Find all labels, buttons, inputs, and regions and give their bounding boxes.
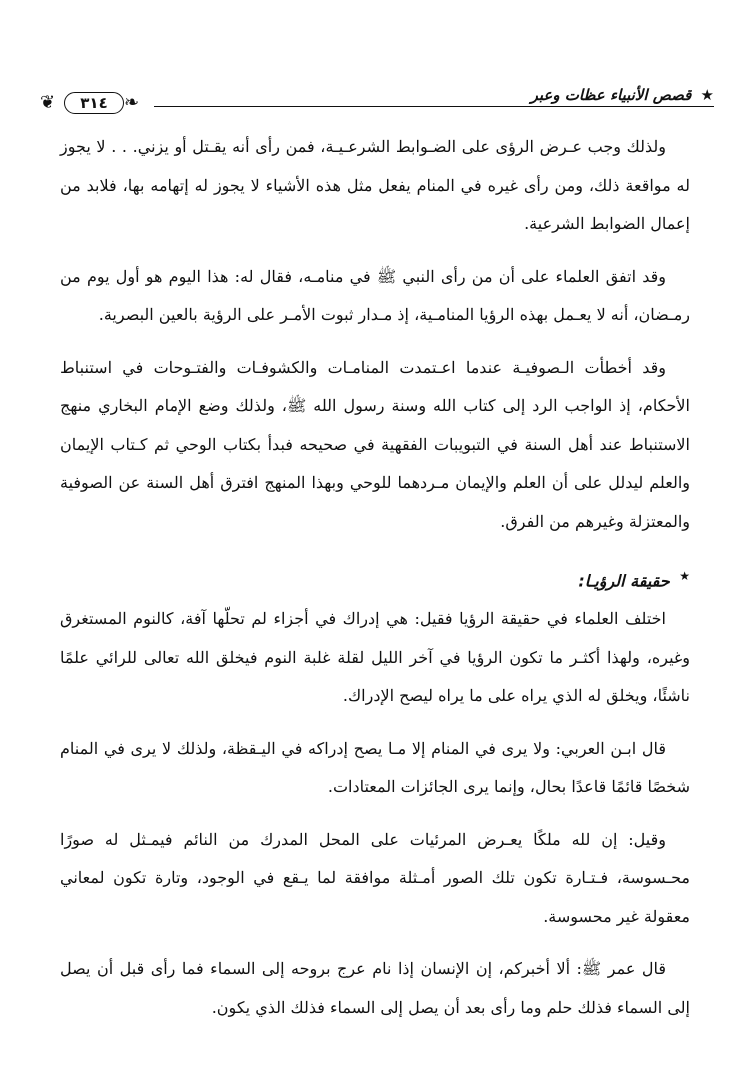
book-title: قصص الأنبياء عظات وعبر	[530, 86, 692, 104]
paragraph: ولذلك وجب عـرض الرؤى على الضـوابط الشرعـيـة، فمن رأى أنه يقـتل أو يزني. . . لا يجوز له مواقعة ذلك، ومن رأى غيره في المنام يفعل مثل هذه الأشياء لا يجوز له إتهامه بها، فلابد من إعمال الضوابط الشرعية.	[60, 137, 691, 233]
page-header	[34, 84, 714, 118]
page-number: ٣١٤	[64, 92, 124, 114]
page-body	[60, 128, 690, 1041]
star-icon: ★	[679, 569, 690, 583]
paragraph: قال عمر ﷺ: ألا أخبركم، إن الإنسان إذا نام عرج بروحه إلى السماء فما رأى قبل أن يصل إلى السماء فذلك حلم وما رأى بعد أن يصل إلى السماء فذلك الذي يكون.	[60, 959, 690, 1017]
running-title	[523, 84, 714, 106]
section-heading-text: حقيقة الرؤيـا:	[578, 571, 670, 591]
paragraph: قال ابـن العربي: ولا يرى في المنام إلا مـا يصح إدراكه في اليـقظة، ولذلك لا يرى في المنام شخصًا قائمًا قاعدًا بحال، وإنما يرى الجائزات المعتادات.	[60, 738, 690, 797]
section-heading	[60, 561, 690, 596]
paragraph: اختلف العلماء في حقيقة الرؤيا فقيل: هي إدراك في أجزاء لم تحلّها آفة، كالنوم المستغرق وغيره، ولهذا أكثـر ما تكون الرؤيا في آخر الليل لقلة غلبة النوم فيخلق الله تعالى للرائي علمًا ناشئًا، ويخلق له الذي يراه على ما يراه ليصح الإدراك.	[60, 609, 690, 706]
floral-ornament-icon: ❧	[124, 92, 140, 113]
floral-ornament-icon: ❦	[40, 92, 56, 113]
paragraph: وقد اتفق العلماء على أن من رأى النبي ﷺ في منامـه، فقال له: هذا اليوم هو أول يوم من رمـضان، أنه لا يعـمل بهذه الرؤيا المنامـية، إذ مـدار ثبوت الأمـر على الرؤية بالعين البصرية.	[60, 266, 690, 324]
paragraph: وقد أخطأت الـصوفيـة عندما اعـتمدت المنامـات والكشوفـات والفتـوحات في استنباط الأحكام، إذ الواجب الرد إلى كتاب الله وسنة رسول الله ﷺ، ولذلك وضع الإمام البخاري منهج الاستنباط عند أهل السنة في التبويبات الفقهية في صحيحه فبدأ بكتاب الوحي ثم كـتاب الإيمان والعلم ليدلل على أن العلم والإيمان مـردهما للوحي وبهذا المنهج افترق أهل السنة عن الصوفية والمعتزلة وغيرهم من الفرق.	[60, 357, 690, 531]
page-number-ornament	[34, 90, 154, 118]
star-icon: ★	[700, 86, 714, 104]
paragraph: وقيل: إن لله ملكًا يعـرض المرئيات على المحل المدرك من النائم فيمـثل له صورًا محـسوسة، فـتـارة تكون تلك الصور أمـثلة موافقة لما يـقع في الوجود، وتارة تكون لمعاني معقولة غير محسوسة.	[60, 829, 690, 926]
